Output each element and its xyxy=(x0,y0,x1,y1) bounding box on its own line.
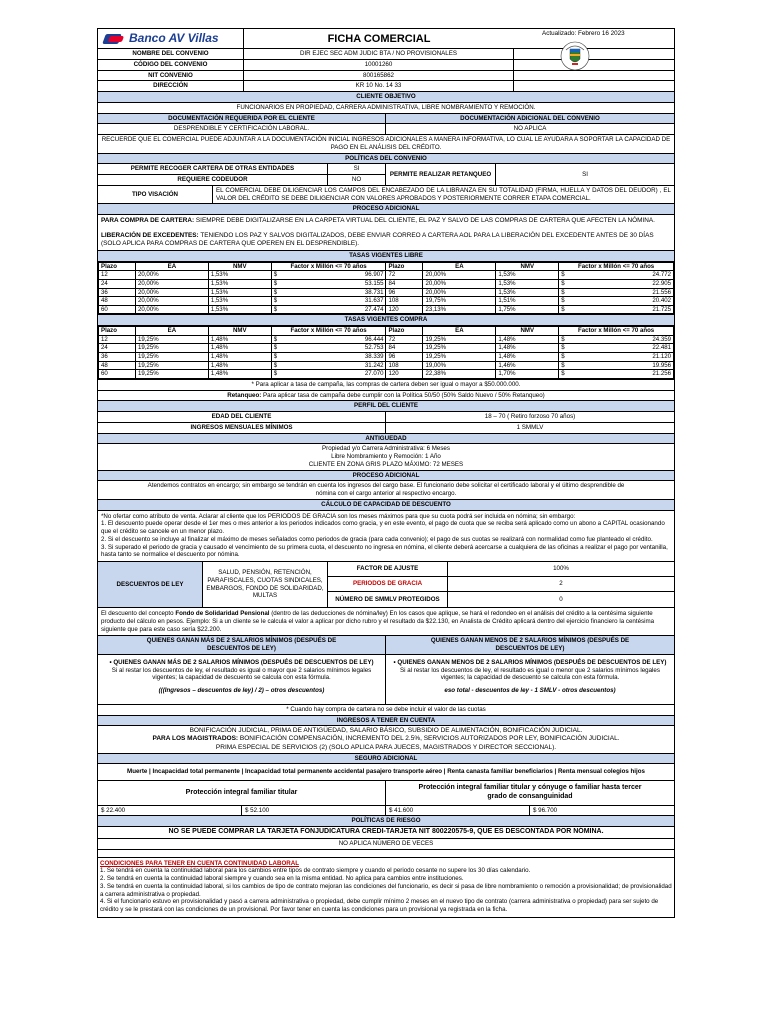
table-cell: 24 xyxy=(99,279,136,288)
section-heading: PROCESO ADICIONAL xyxy=(98,471,674,482)
currency-symbol: $ xyxy=(561,370,565,378)
proceso-adicional-2: Atendemos contratos en encargo; sin embargo se tendrán en cuenta los ingresos del cargo base. El funcionario debe solicitar el certificado laboral y el último desprendible de nómina con el cargo anterior al respectivo encargo. xyxy=(98,481,674,500)
table-row xyxy=(99,305,674,314)
table-cell xyxy=(559,335,674,344)
column-header: Plazo xyxy=(99,327,136,336)
table-cell: 1,53% xyxy=(208,271,271,280)
seguro-plans: Protección integral familiar titular Protección integral familiar titular y cónyuge o familiar hasta tercer grado de consanguinidad xyxy=(98,781,674,806)
section-heading: CLIENTE OBJETIVO xyxy=(98,92,674,103)
table-cell: 19,25% xyxy=(423,352,496,361)
currency-symbol: $ xyxy=(273,288,278,296)
table-cell: 36 xyxy=(99,288,136,297)
table-cell xyxy=(271,370,386,379)
table-cell xyxy=(271,288,386,297)
descuentos-ley: DESCUENTOS DE LEY SALUD, PENSIÓN, RETENCIÓN, PARAFISCALES, CUOTAS SINDICALES, EMBARGOS, FONDO DE SOLIDARIDAD, MULTAS FACTOR DE AJUSTE 100% PERIODOS DE GRACIA 2 NÚMERO DE SMMLV PROTEGIDOS 0 xyxy=(98,562,674,608)
table-cell xyxy=(271,271,386,280)
ganan-note: * Cuando hay compra de cartera no se debe incluir el valor de las cuotas xyxy=(98,705,674,716)
table-cell: 108 xyxy=(386,361,423,370)
table-cell: 48 xyxy=(99,361,136,370)
table-cell: 19,25% xyxy=(423,344,496,353)
bank-logo-icon xyxy=(104,33,126,45)
table-cell: 20,00% xyxy=(135,271,208,280)
brand-name: Banco AV Villas xyxy=(129,31,219,45)
factor-value: 24.772 xyxy=(652,271,671,279)
info-row: DIRECCIÓN KR 10 No. 14 33 xyxy=(98,81,674,92)
table-cell: 1,53% xyxy=(496,271,559,280)
table-row xyxy=(99,271,674,280)
seguro-prices: $ 22.400 $ 52.100 $ 41.600 $ 96.700 xyxy=(98,806,674,817)
updated-date: Actualizado: Febrero 16 2023 xyxy=(542,30,625,37)
currency-symbol: $ xyxy=(273,305,278,313)
column-header: EA xyxy=(135,327,208,336)
retanqueo-note: Retanqueo: Para aplicar tasa de campaña debe cumplir con la Política 50/50 (50% Saldo Nuevo / 50% Retanqueo) xyxy=(98,391,674,402)
table-cell xyxy=(271,297,386,306)
column-header: Factor x Millón <= 70 años xyxy=(559,262,674,271)
column-header: NMV xyxy=(208,327,271,336)
column-header: Plazo xyxy=(99,262,136,271)
table-cell: 1,53% xyxy=(496,279,559,288)
perfil-ingresos: INGRESOS MENSUALES MÍNIMOS 1 SMMLV xyxy=(98,423,674,434)
tasas-libre-table xyxy=(98,262,674,315)
section-heading: POLÍTICAS DE RIESGO xyxy=(98,816,674,827)
table-cell xyxy=(559,361,674,370)
ingresos-text: BONIFICACIÓN JUDICIAL, PRIMA DE ANTIGÜEDAD, SALARIO BÁSICO, SUBSIDIO DE ALIMENTACIÓN, BONIFICACIÓN JUDICIAL. PARA LOS MAGISTRADOS: BONIFICACIÓN COMPENSACIÓN, INCREMENTO DEL 2.5%, SERVICIOS AUTORIZADOS POR LEY, BONIFICACIÓN JUDICIAL. PRIMA ESPECIAL DE SERVICIOS (2) (SOLO APLICA PARA JUECES, MAGISTRADOS Y DIRECTOR SECCIONAL). xyxy=(98,726,674,753)
table-cell: 19,25% xyxy=(135,352,208,361)
currency-symbol: $ xyxy=(561,344,565,352)
table-cell xyxy=(559,352,674,361)
section-heading: INGRESOS A TENER EN CUENTA xyxy=(98,716,674,727)
currency-symbol: $ xyxy=(561,352,565,360)
section-heading: PERFIL DEL CLIENTE xyxy=(98,401,674,412)
column-header: NMV xyxy=(496,262,559,271)
documentacion-values: DESPRENDIBLE Y CERTIFICACIÓN LABORAL. NO APLICA xyxy=(98,124,674,135)
table-cell: 19,25% xyxy=(135,370,208,379)
table-cell: 1,48% xyxy=(208,370,271,379)
table-row xyxy=(99,344,674,353)
condiciones-continuidad: CONDICIONES PARA TENER EN CUENTA CONTINUIDAD LABORAL 1. Se tendrá en cuenta la continuidad laboral para los cambios entre tipos de contrato siempre y cuando el periodo cesante no supere los 30 días calendario. 2. Se tendrá en cuenta la continuidad laboral siempre y cuando sea en la misma entidad. No aplica para cambios entre instituciones. 3. Se tendrá en cuenta la continuidad laboral, si los cambios de tipo de contrato mejoran las condiciones del funcionario, es decir si pasa de libre nombramiento o remoción a provisionalidad; de provisionalidad a carrera administrativa o propiedad. 4. Si el funcionario estuvo en provisionalidad y pasó a carrera administrativa o propiedad, debe cumplir mínimo 2 meses en el nuevo tipo de contrato (carrera administrativa o propiedad) para ser sujeto de crédito y se le prestará con las condiciones de un provisional. Por favor tener en cuenta las condiciones para un provisional ya registrada en la ficha. xyxy=(100,859,672,914)
table-cell: 1,46% xyxy=(496,361,559,370)
table-cell: 20,00% xyxy=(135,288,208,297)
ganan-formulas: • QUIENES GANAN MÁS DE 2 SALARIOS MÍNIMOS (DESPUÉS DE DESCUENTOS DE LEY) Si al restar los descuentos de ley, el resultado es igual o mayor que 2 salarios mínimos legales vigentes; la capacidad de descuento se calcula con esta fórmula. (((Ingresos – descuentos de ley) / 2) – otros descuentos) • QUIENES GANAN MENOS DE 2 SALARIOS MÍNIMOS (DESPUÉS DE DESCUENTOS DE LEY) Si al restar los descuentos de ley, el resultado es igual o menor que 2 salarios mínimos legales vigentes; la capacidad de descuento se calcula con esta fórmula. eso total - descuentos de ley - 1 SMLV - otros descuentos) xyxy=(98,655,674,705)
table-cell: 1,48% xyxy=(496,344,559,353)
table-cell: 24 xyxy=(99,344,136,353)
table-cell xyxy=(559,288,674,297)
table-cell: 23,13% xyxy=(423,305,496,314)
column-header: EA xyxy=(423,262,496,271)
currency-symbol: $ xyxy=(273,344,278,352)
table-cell: 120 xyxy=(386,370,423,379)
table-cell: 19,25% xyxy=(135,344,208,353)
table-cell: 1,48% xyxy=(208,335,271,344)
section-heading: PROCESO ADICIONAL xyxy=(98,204,674,215)
column-header: Plazo xyxy=(386,327,423,336)
table-header-row xyxy=(99,327,674,336)
section-heading: TASAS VIGENTES LIBRE xyxy=(98,251,674,262)
info-row: NOMBRE DEL CONVENIO DIR EJEC SEC ADM JUDIC BTA / NO PROVISIONALES xyxy=(98,49,674,60)
column-header: Factor x Millón <= 70 años xyxy=(271,262,386,271)
info-row: CÓDIGO DEL CONVENIO 10001260 xyxy=(98,60,674,71)
page-title: FICHA COMERCIAL xyxy=(327,33,431,45)
table-row xyxy=(99,370,674,379)
table-cell: 22,38% xyxy=(423,370,496,379)
currency-symbol: $ xyxy=(273,271,278,279)
factor-value: 21.256 xyxy=(652,370,671,378)
currency-symbol: $ xyxy=(273,297,278,305)
currency-symbol: $ xyxy=(273,279,278,287)
factor-value: 21.556 xyxy=(652,288,671,296)
table-cell: 1,53% xyxy=(208,297,271,306)
currency-symbol: $ xyxy=(561,288,565,296)
table-cell: 1,48% xyxy=(208,352,271,361)
factor-value: 38.339 xyxy=(364,352,384,360)
table-cell: 1,75% xyxy=(496,305,559,314)
table-cell: 60 xyxy=(99,370,136,379)
section-heading: ANTIGUEDAD xyxy=(98,434,674,445)
table-cell: 36 xyxy=(99,352,136,361)
table-header-row xyxy=(99,262,674,271)
factor-value: 21.725 xyxy=(652,305,671,313)
table-cell xyxy=(559,344,674,353)
capacidad-text: *No ofertar como atributo de venta. Aclarar al cliente que los PERIODOS DE GRACIA son los meses máximos para que su cuota podrá ser incluida en nómina; sin embargo: 1. El descuento puede operar desde el 1er mes o mes anterior a los periodos indicados como gracia, y en este evento, el pago de cuota que se reciba será aplicado como un abono a CAPITAL ocasionando que el crédito se cancele en un menor plazo. 2. Si el descuento se incluye al finalizar el máximo de meses señalados como periodos de gracia (para cada convenio); el pago de sus cuotas se realizará con normalidad como fue planteado el crédito. 3. Si superado el periodo de gracia y causado el vencimiento de su primera cuota, el descuento no ingresa en nómina, el cliente deberá acercarse a cualquiera de las oficinas a realizar el pago por ventanilla, hasta tanto se normalice el descuento por nómina. xyxy=(98,511,674,563)
table-cell: 12 xyxy=(99,271,136,280)
tasas-compra-table xyxy=(98,326,674,379)
fondo-solidaridad: El descuento del concepto Fondo de Solidaridad Pensional (dentro de las deducciones de nómina/ley) En los casos que aplique, se hará el redondeo en el análisis del crédito a la centésima siguiente producto del cálculo en pesos. Ejemplo: Si a un cliente se le calcula el valor a aplicar por dicho rubro y el resultado da $22.130, en Analista de Crédito aplicará dentro del ejercicio financiero la centésima siguiente que para este caso sería $22.200. xyxy=(98,608,674,636)
cliente-objetivo: FUNCIONARIOS EN PROPIEDAD, CARRERA ADMINISTRATIVA, LIBRE NOMBRAMIENTO Y REMOCIÓN. xyxy=(98,103,674,114)
table-cell: 120 xyxy=(386,305,423,314)
table-cell xyxy=(559,279,674,288)
table-row xyxy=(99,335,674,344)
table-row xyxy=(99,279,674,288)
table-cell xyxy=(559,271,674,280)
table-cell: 19,25% xyxy=(423,335,496,344)
factor-value: 24.359 xyxy=(652,335,671,343)
factor-value: 22.481 xyxy=(652,344,671,352)
documentacion-note: RECUERDE QUE EL COMERCIAL PUEDE ADJUNTAR A LA DOCUMENTACIÓN INICIAL INGRESOS ADICIONALES A MANERA INFORMATIVA, LO CUAL LE AYUDARA A SOPORTAR LA CAPACIDAD DE PAGO EN EL ANÁLISIS DEL CRÉDITO. xyxy=(98,135,674,154)
factor-value: 96.907 xyxy=(364,271,384,279)
factor-value: 27.070 xyxy=(364,370,384,378)
factor-value: 20.402 xyxy=(652,297,671,305)
column-header: Plazo xyxy=(386,262,423,271)
ganan-headings: QUIENES GANAN MÁS DE 2 SALARIOS MÍNIMOS (DESPUÉS DE DESCUENTOS DE LEY) QUIENES GANAN MENOS DE 2 SALARIOS MÍNIMOS (DESPUÉS DE DESCUENTOS DE LEY) xyxy=(98,636,674,655)
ficha-comercial-sheet xyxy=(97,28,675,918)
factor-value: 52.753 xyxy=(364,344,384,352)
table-cell: 84 xyxy=(386,344,423,353)
currency-symbol: $ xyxy=(273,361,278,369)
table-cell: 19,00% xyxy=(423,361,496,370)
antiguedad-list: Propiedad y/o Carrera Administrativa: 6 Meses Libre Nombramiento y Remoción: 1 Año CLIENTE EN ZONA GRIS PLAZO MÁXIMO: 72 MESES xyxy=(98,444,674,470)
table-row xyxy=(99,288,674,297)
table-cell: 1,53% xyxy=(208,288,271,297)
section-heading: POLÍTICAS DEL CONVENIO xyxy=(98,154,674,165)
documentacion-headings: DOCUMENTACIÓN REQUERIDA POR EL CLIENTE DOCUMENTACIÓN ADICIONAL DEL CONVENIO xyxy=(98,114,674,125)
factor-value: 38.731 xyxy=(364,288,384,296)
table-cell: 1,53% xyxy=(496,288,559,297)
table-cell: 1,53% xyxy=(208,279,271,288)
politicas-row: PERMITE RECOGER CARTERA DE OTRAS ENTIDADES SI REQUIERE CODEUDOR NO PERMITE REALIZAR RETANQUEO SI xyxy=(98,164,674,186)
table-cell: 1,48% xyxy=(496,352,559,361)
table-cell xyxy=(559,297,674,306)
column-header: NMV xyxy=(208,262,271,271)
table-cell: 19,25% xyxy=(135,361,208,370)
table-cell: 20,00% xyxy=(423,288,496,297)
colombia-coat-of-arms-icon xyxy=(560,40,590,74)
column-header: NMV xyxy=(496,327,559,336)
factor-value: 27.474 xyxy=(364,305,384,313)
table-cell: 20,00% xyxy=(135,305,208,314)
factor-value: 31.242 xyxy=(364,361,384,369)
spacer xyxy=(98,850,674,858)
table-cell: 84 xyxy=(386,279,423,288)
tasas-note: * Para aplicar a tasa de campaña, las compras de cartera deben ser igual o mayor a $50.000.000. xyxy=(98,379,674,391)
currency-symbol: $ xyxy=(561,305,565,313)
table-row xyxy=(99,361,674,370)
table-cell: 20,00% xyxy=(423,279,496,288)
section-heading: CÁLCULO DE CAPACIDAD DE DESCUENTO xyxy=(98,500,674,511)
table-cell: 12 xyxy=(99,335,136,344)
factor-value: 96.444 xyxy=(364,335,384,343)
currency-symbol: $ xyxy=(561,279,565,287)
info-row: NIT CONVENIO 800165862 xyxy=(98,71,674,82)
table-cell xyxy=(271,279,386,288)
currency-symbol: $ xyxy=(273,335,278,343)
table-cell: 1,51% xyxy=(496,297,559,306)
table-cell: 1,53% xyxy=(208,305,271,314)
table-cell xyxy=(271,344,386,353)
table-cell: 96 xyxy=(386,288,423,297)
table-cell xyxy=(559,305,674,314)
riesgo-line1: NO SE PUEDE COMPRAR LA TARJETA FONJUDICATURA CREDI-TARJETA NIT 800220575-9, QUE ES DESCONTADA POR NÓMINA. xyxy=(98,827,674,839)
table-cell: 72 xyxy=(386,335,423,344)
factor-value: 19.956 xyxy=(652,361,671,369)
factor-value: 22.905 xyxy=(652,279,671,287)
table-cell: 60 xyxy=(99,305,136,314)
currency-symbol: $ xyxy=(561,361,565,369)
table-row xyxy=(99,297,674,306)
riesgo-line2: NO APLICA NÚMERO DE VECES xyxy=(98,839,674,850)
column-header: Factor x Millón <= 70 años xyxy=(559,327,674,336)
perfil-edad: EDAD DEL CLIENTE 18 – 70 ( Retiro forzoso 70 años) xyxy=(98,412,674,423)
table-cell: 19,25% xyxy=(135,335,208,344)
table-cell: 1,48% xyxy=(208,361,271,370)
column-header: EA xyxy=(423,327,496,336)
table-cell xyxy=(271,361,386,370)
column-header: Factor x Millón <= 70 años xyxy=(271,327,386,336)
table-cell: 1,70% xyxy=(496,370,559,379)
factor-value: 53.155 xyxy=(364,279,384,287)
section-heading: TASAS VIGENTES COMPRA xyxy=(98,314,674,326)
table-cell: 20,00% xyxy=(135,297,208,306)
table-cell: 48 xyxy=(99,297,136,306)
table-cell xyxy=(559,370,674,379)
currency-symbol: $ xyxy=(273,352,278,360)
currency-symbol: $ xyxy=(561,271,565,279)
currency-symbol: $ xyxy=(561,335,565,343)
table-cell xyxy=(271,305,386,314)
table-cell: 20,00% xyxy=(423,271,496,280)
table-cell xyxy=(271,335,386,344)
seguro-coverage: Muerte | Incapacidad total permanente | Incapacidad total permanente accidental pasajero transporte aéreo | Renta canasta familiar beneficiarios | Renta mensual colegios hijos xyxy=(98,764,674,781)
factor-value: 21.120 xyxy=(652,352,671,360)
column-header: EA xyxy=(135,262,208,271)
section-heading: SEGURO ADICIONAL xyxy=(98,754,674,765)
table-row xyxy=(99,352,674,361)
table-cell: 19,75% xyxy=(423,297,496,306)
proceso-adicional: PARA COMPRA DE CARTERA: SIEMPRE DEBE DIGITALIZARSE EN LA CARPETA VIRTUAL DEL CLIENTE, EL PAZ Y SALVO DE LAS COMPRAS DE CARTERA QUE AFECTEN LA NÓMINA. LIBERACIÓN DE EXCEDENTES: TENIENDO LOS PAZ Y SALVOS DIGITALIZADOS, DEBE ENVIAR CORREO A CARTERA AOL PARA LA LIBERACIÓN DEL EXCEDENTE ANTES DE 30 DÍAS (SOLO APLICA PARA COMPRAS DE CARTERA QUE OPEREN EN EL DESPRENDIBLE). xyxy=(98,215,674,251)
visacion-row: TIPO VISACIÓN EL COMERCIAL DEBE DILIGENCIAR LOS CAMPOS DEL ENCABEZADO DE LA LIBRANZA EN SU TOTALIDAD (FIRMA, HUELLA Y DATOS DEL DEUDOR) , EL VALOR DEL CRÉDITO SE DEBE DILIGENCIAR CON VALORES APROBADOS Y POSTERIORMENTE CORRER ETAPA COMERCIAL. xyxy=(98,186,674,205)
factor-value: 31.637 xyxy=(364,297,384,305)
table-cell: 72 xyxy=(386,271,423,280)
currency-symbol: $ xyxy=(273,370,278,378)
table-cell: 96 xyxy=(386,352,423,361)
table-cell: 108 xyxy=(386,297,423,306)
currency-symbol: $ xyxy=(561,297,565,305)
table-cell: 1,48% xyxy=(496,335,559,344)
table-cell: 1,48% xyxy=(208,344,271,353)
table-cell xyxy=(271,352,386,361)
table-cell: 20,00% xyxy=(135,279,208,288)
brand-logo xyxy=(98,29,244,48)
